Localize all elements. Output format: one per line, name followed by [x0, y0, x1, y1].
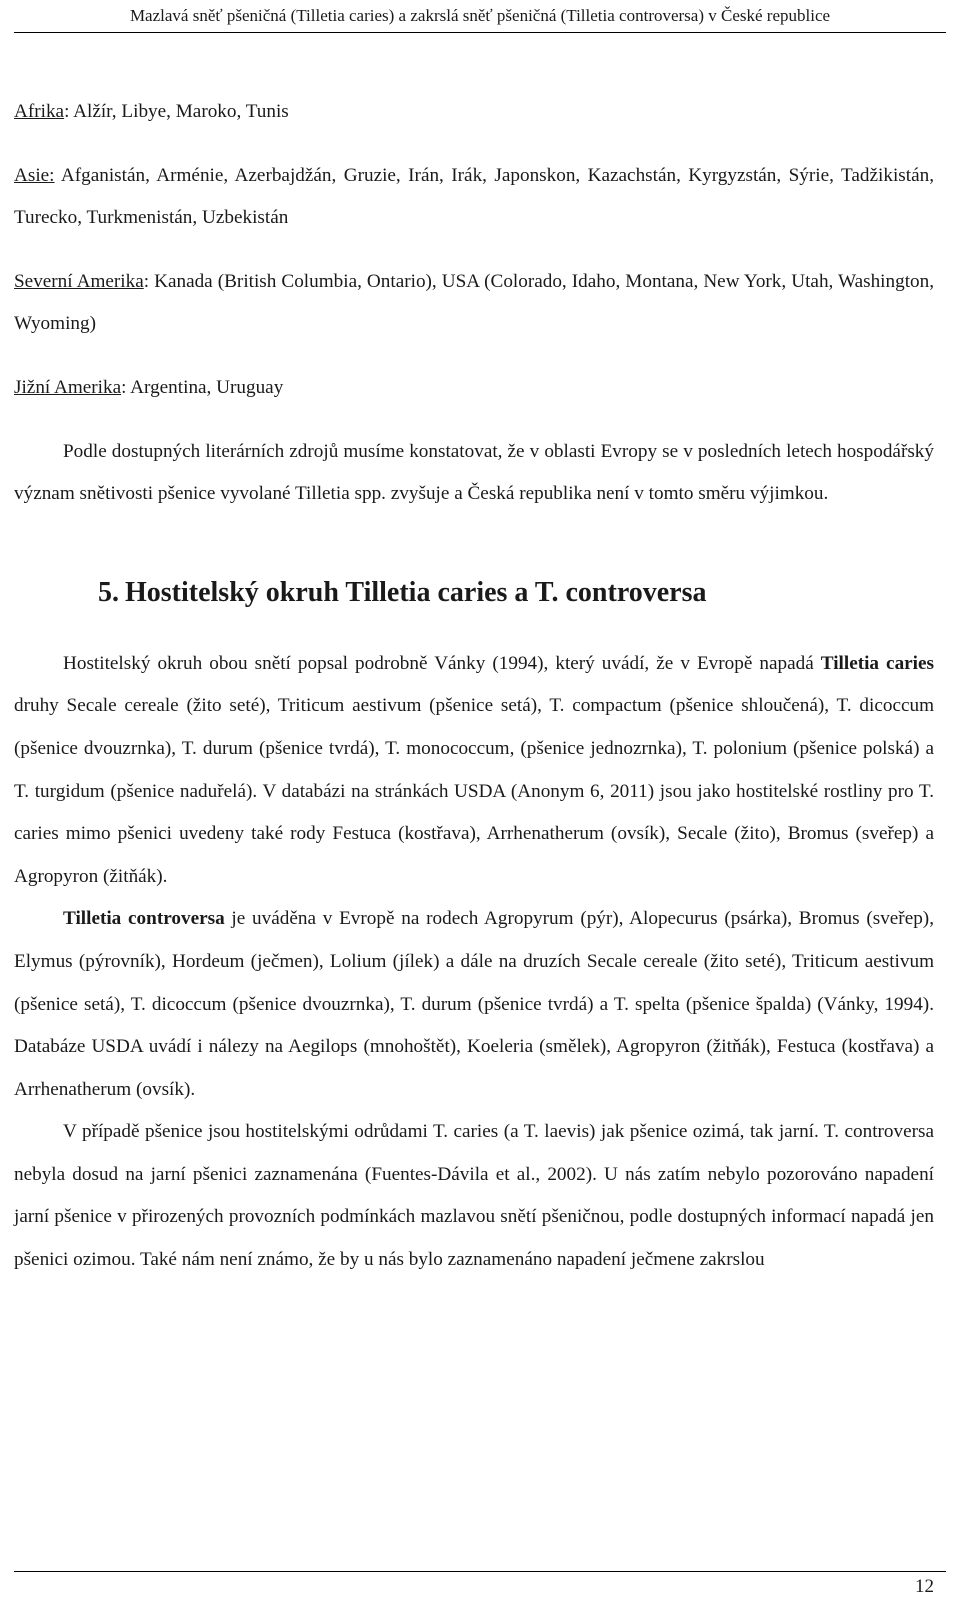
footer-divider — [14, 1571, 946, 1572]
section-title: Hostitelský okruh Tilletia caries a T. controversa — [125, 576, 707, 608]
intro-paragraph: Podle dostupných literárních zdrojů musíme konstatovat, že v oblasti Evropy se v posledních letech hospodářský význam snětivosti pšenice vyvolané Tilletia spp. zvyšuje a Česká republika není v tomto směru výjimkou. — [14, 440, 934, 505]
region-list-africa: : Alžír, Libye, Maroko, Tunis — [64, 101, 289, 122]
page-number: 12 — [915, 1576, 934, 1597]
region-label-north-america: Severní Amerika — [14, 270, 144, 292]
paragraph-text: Hostitelský okruh obou snětí popsal podrobně Vánky (1994), který uvádí, že v Evropě napadá — [63, 652, 821, 674]
paragraph-text: druhy Secale cereale (žito seté), Triticum aestivum (pšenice setá), T. compactum (pšenice shloučená), T. dicoccum (pšenice dvouzrnka), T. durum (pšenice tvrdá), T. monococcum, (pšenice jednozrnka), T. polonium (pšenice polská) a T. turgidum (pšenice naduřelá). V databázi na stránkách USDA (Anonym 6, 2011) jsou jako hostitelské rostliny pro T. caries mimo pšenici uvedeny také rody Festuca (kostřava), Arrhenatherum (ovsík), Secale (žito), Bromus (sveřep) a Agropyron (žitňák). — [14, 695, 934, 887]
paragraph-host-range-caries — [14, 643, 934, 899]
region-south-america — [14, 367, 934, 410]
region-list-north-america: : Kanada (British Columbia, Ontario), USA (Colorado, Idaho, Montana, New York, Utah, Washington, Wyoming) — [14, 270, 935, 335]
section-heading — [14, 571, 934, 615]
running-header — [14, 4, 946, 33]
paragraph-wheat-varieties: V případě pšenice jsou hostitelskými odrůdami T. caries (a T. laevis) jak pšenice ozimá, tak jarní. T. controversa nebyla dosud na jarní pšenici zaznamenána (Fuentes-Dávila et al., 2002). U nás zatím nebylo pozorováno napadení jarní pšenice v přirozených provozních podmínkách mazlavou snětí pšeničnou, podle dostupných informací napadá jen pšenici ozimou. Také nám není známo, že by u nás bylo zaznamenáno napadení ječmene zakrslou — [14, 1121, 934, 1271]
section-number: 5. — [98, 576, 119, 608]
region-asia — [14, 155, 934, 240]
region-north-america — [14, 261, 934, 346]
region-africa — [14, 91, 934, 134]
region-label-asia: Asie: — [14, 164, 55, 186]
region-list-south-america: : Argentina, Uruguay — [121, 376, 284, 398]
region-label-south-america: Jižní Amerika — [14, 376, 122, 398]
species-name-caries: Tilletia caries — [820, 652, 934, 674]
paragraph-host-range-controversa — [14, 898, 934, 1111]
running-title: Mazlavá sněť pšeničná (Tilletia caries) a zakrslá sněť pšeničná (Tilletia controversa) v České republice — [129, 6, 831, 25]
species-name-controversa: Tilletia controversa — [63, 908, 225, 930]
region-label-africa: Afrika — [14, 101, 65, 122]
region-list-asia: Afganistán, Arménie, Azerbajdžán, Gruzie, Irán, Irák, Japonskon, Kazachstán, Kyrgyzstán, Sýrie, Tadžikistán, Turecko, Turkmenistán, Uzbekistán — [14, 164, 934, 229]
page-body — [14, 91, 934, 1282]
paragraph-text: je uváděna v Evropě na rodech Agropyrum (pýr), Alopecurus (psárka), Bromus (sveřep), Elymus (pýrovník), Hordeum (ječmen), Lolium (jílek) a dále na druzích Secale cereale (žito seté), Triticum aestivum (pšenice setá), T. dicoccum (pšenice dvouzrnka), T. durum (pšenice tvrdá) a T. spelta (pšenice špalda) (Vánky, 1994). Databáze USDA uvádí i nálezy na Aegilops (mnohoštět), Koeleria (smělek), Agropyron (žitňák), Festuca (kostřava) a Arrhenatherum (ovsík). — [14, 908, 934, 1100]
